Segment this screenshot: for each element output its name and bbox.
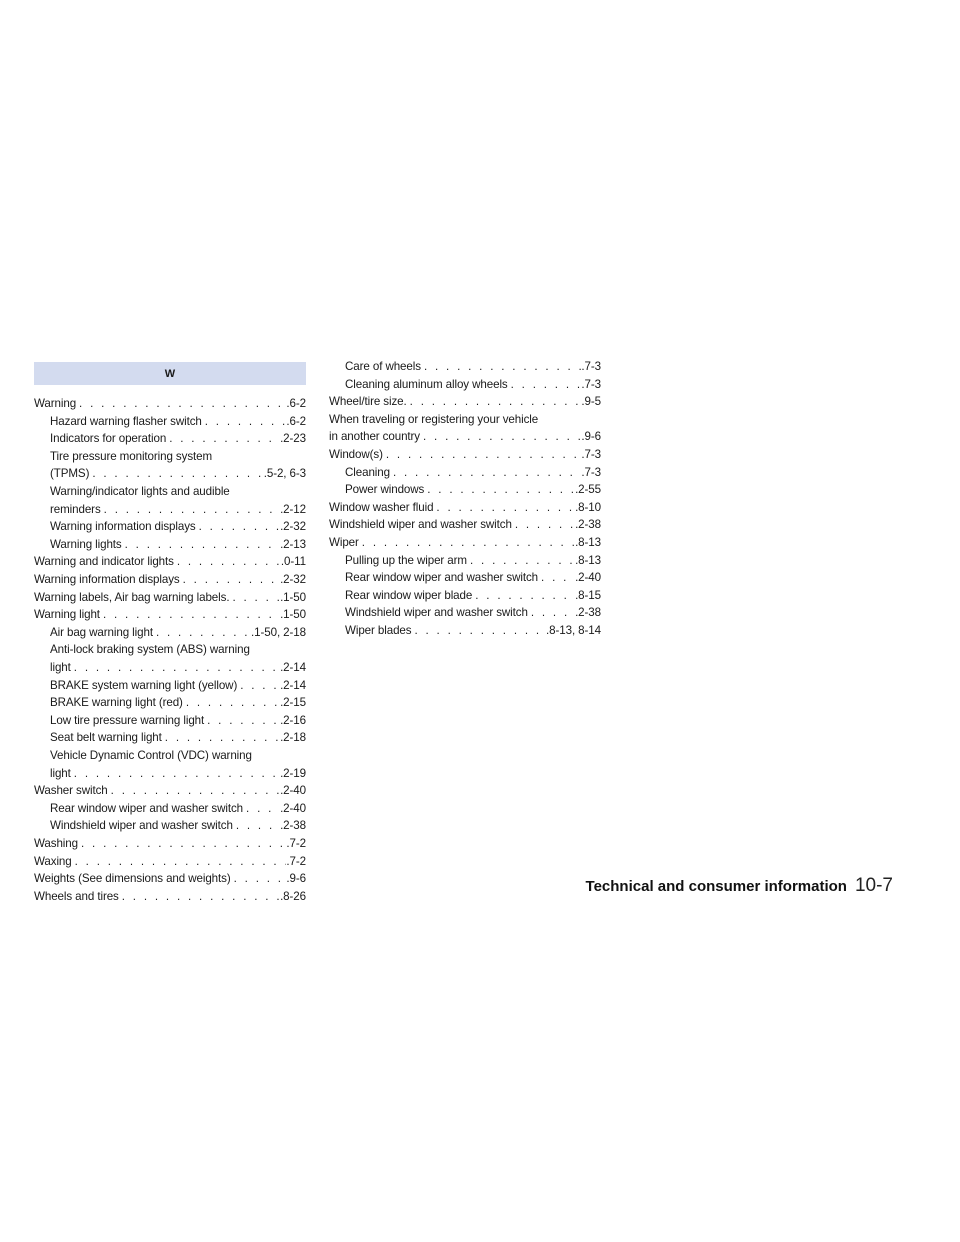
dot-leader: [177, 553, 281, 570]
index-entry-text: Hazard warning flasher switch: [50, 414, 202, 428]
dot-leader: [410, 393, 582, 410]
index-entry-text: Warning and indicator lights: [34, 555, 174, 569]
section-letter: W: [164, 368, 176, 380]
index-entry-page: .2-55: [575, 483, 601, 497]
index-entry: [34, 853, 306, 870]
index-entry-page: .2-19: [280, 766, 306, 780]
index-entry: [50, 729, 306, 746]
index-entry-text: Warning information displays: [50, 520, 196, 534]
dot-leader: [104, 501, 280, 518]
index-entry: [329, 516, 601, 533]
index-entry-text: Windshield wiper and washer switch: [345, 606, 528, 620]
index-entry: [50, 536, 306, 553]
index-entry-page: .2-40: [280, 801, 306, 815]
index-entry: [34, 782, 306, 799]
index-entry-text: Washer switch: [34, 784, 108, 798]
index-entry: [34, 870, 306, 887]
dot-leader: [122, 888, 280, 905]
index-entry: [34, 606, 306, 623]
dot-leader: [423, 428, 581, 445]
index-entry-text: (TPMS): [50, 467, 90, 481]
index-entry: [50, 712, 306, 729]
index-entry-text: When traveling or registering your vehicle: [329, 412, 539, 426]
index-entry-text: Wiper: [329, 536, 359, 549]
index-entry-text: BRAKE warning light (red): [50, 696, 183, 710]
dot-leader: [531, 604, 575, 621]
index-entry-page: .2-32: [280, 520, 306, 534]
section-letter-header: [34, 362, 306, 385]
index-entry: [50, 430, 306, 447]
index-entry: [34, 395, 306, 412]
index-entry: [34, 589, 306, 606]
page-footer: [586, 875, 893, 899]
dot-leader: [511, 376, 582, 393]
index-entry-text: Warning lights: [50, 537, 122, 551]
index-entry-text: Warning labels, Air bag warning labels.: [34, 590, 230, 604]
index-entry: [34, 888, 306, 905]
dot-leader: [246, 800, 280, 817]
index-entry-text: Vehicle Dynamic Control (VDC) warning: [50, 749, 252, 762]
index-entry-page: .7-3: [581, 377, 601, 391]
index-entry-page: .7-3: [581, 448, 601, 461]
index-entry: [50, 624, 306, 641]
index-entry-page: .2-23: [280, 432, 306, 446]
index-entry-text: Warning information displays: [34, 573, 180, 586]
dot-leader: [199, 518, 280, 535]
dot-leader: [207, 712, 280, 729]
index-entry-text: Seat belt warning light: [50, 731, 162, 745]
index-entry: [345, 604, 601, 621]
index-entry-text: Washing: [34, 837, 78, 850]
index-entry-page: .6-2: [286, 397, 306, 410]
index-entry-page: .1-50: [280, 608, 306, 622]
index-entry: [345, 464, 601, 481]
index-entry-text: Window(s): [329, 448, 383, 461]
dot-leader: [436, 499, 575, 516]
index-entry-page: .2-38: [575, 606, 601, 620]
index-entry-page: .9-5: [581, 395, 601, 409]
index-entry: [345, 569, 601, 586]
dot-leader: [74, 765, 280, 782]
dot-leader: [393, 464, 581, 481]
dot-leader: [362, 534, 575, 551]
index-entry: [345, 481, 601, 498]
index-entry: [50, 659, 306, 676]
index-entry: [329, 534, 601, 551]
index-entry-page: .8-10: [575, 500, 601, 514]
dot-leader: [79, 395, 286, 412]
index-entry-text: Care of wheels: [345, 360, 421, 373]
index-entry-page: .8-15: [575, 588, 601, 602]
dot-leader: [386, 446, 582, 463]
dot-leader: [424, 358, 581, 375]
index-entry-text: Wheels and tires: [34, 889, 119, 903]
index-entry: [329, 428, 601, 445]
dot-leader: [75, 853, 287, 870]
index-entry-page: .7-2: [286, 837, 306, 850]
index-entry-text: Wiper blades: [345, 624, 412, 637]
index-entry-text: Weights (See dimensions and weights): [34, 872, 231, 886]
index-entry-text: Pulling up the wiper arm: [345, 553, 467, 567]
index-entry-text: Warning light: [34, 608, 100, 622]
index-entry-page: .2-40: [280, 784, 306, 798]
dot-leader: [165, 729, 280, 746]
page-number: 10-7: [854, 875, 893, 896]
index-entry-page: .2-38: [575, 518, 601, 532]
index-entry-text: Low tire pressure warning light: [50, 713, 205, 727]
index-entry: [50, 694, 306, 711]
index-entry-page: .2-16: [280, 713, 306, 727]
dot-leader: [515, 516, 575, 533]
index-entry: [329, 393, 601, 410]
index-entry: [345, 376, 601, 393]
dot-leader: [103, 606, 280, 623]
index-entry: [345, 552, 601, 569]
dot-leader: [125, 536, 280, 553]
index-entry: [345, 587, 601, 604]
index-entry-page: .2-32: [280, 573, 306, 586]
index-entry-page: .1-50, 2-18: [251, 625, 306, 639]
index-entry-page: .8-13, 8-14: [546, 624, 601, 637]
index-entry: [50, 448, 306, 465]
dot-leader: [240, 677, 280, 694]
index-entry-text: Window washer fluid: [329, 500, 434, 514]
dot-leader: [111, 782, 280, 799]
dot-leader: [92, 465, 263, 482]
index-entry-text: Rear window wiper blade: [345, 588, 473, 602]
index-entry: [50, 765, 306, 782]
footer-title: Technical and consumer information: [585, 878, 847, 895]
dot-leader: [414, 622, 546, 639]
index-entry: [50, 677, 306, 694]
index-entry-page: .9-6: [581, 430, 601, 444]
index-entry-text: light: [50, 766, 71, 780]
index-entry: [50, 501, 306, 518]
index-entry-text: Warning: [34, 397, 77, 410]
dot-leader: [81, 835, 286, 852]
dot-leader: [169, 430, 280, 447]
index-entry-page: .9-6: [286, 872, 306, 886]
index-entry-page: .2-40: [575, 571, 601, 585]
index-entry-page: .5-2, 6-3: [263, 467, 306, 481]
index-entry: [50, 518, 306, 535]
index-entry-text: Warning/indicator lights and audible: [50, 485, 230, 498]
index-entry-page: .2-38: [280, 819, 306, 833]
dot-leader: [475, 587, 575, 604]
index-entry-page: .2-15: [280, 696, 306, 710]
index-entry-page: .2-13: [280, 537, 306, 551]
index-entry-page: .8-13: [575, 536, 601, 549]
dot-leader: [74, 659, 280, 676]
index-entry: [345, 622, 601, 639]
index-entry: [329, 446, 601, 463]
index-entry-text: Rear window wiper and washer switch: [50, 801, 244, 815]
index-entry: [50, 641, 306, 658]
index-entry: [329, 411, 601, 428]
index-entry-page: .1-50: [280, 590, 306, 604]
dot-leader: [236, 817, 280, 834]
index-entry-text: Windshield wiper and washer switch: [50, 819, 233, 833]
index-entry-text: in another country: [329, 430, 421, 444]
dot-leader: [232, 589, 280, 606]
dot-leader: [541, 569, 575, 586]
index-entry: [50, 747, 306, 764]
dot-leader: [186, 694, 280, 711]
index-entry-text: Windshield wiper and washer switch: [329, 518, 512, 532]
index-entry-page: .2-12: [280, 502, 306, 516]
index-entry-text: Cleaning aluminum alloy wheels: [345, 377, 508, 391]
index-entry: [50, 413, 306, 430]
index-entry-text: light: [50, 661, 71, 674]
index-entry: [50, 465, 306, 482]
index-entry-text: Wheel/tire size.: [329, 395, 407, 409]
index-entry: [345, 358, 601, 375]
index-entry: [50, 800, 306, 817]
index-entry-page: .8-26: [280, 889, 306, 903]
dot-leader: [156, 624, 251, 641]
index-entry-page: .2-18: [280, 731, 306, 745]
index-entry-text: Air bag warning light: [50, 625, 153, 639]
index-entry-page: .7-2: [286, 854, 306, 868]
index-entry: [34, 553, 306, 570]
index-entry-page: .2-14: [280, 678, 306, 692]
index-entry: [50, 483, 306, 500]
dot-leader: [427, 481, 575, 498]
index-entry: [50, 817, 306, 834]
index-entry-text: Rear window wiper and washer switch: [345, 571, 539, 585]
index-entry-text: Cleaning: [345, 465, 390, 479]
index-entry: [34, 571, 306, 588]
index-entry-page: .8-13: [575, 553, 601, 567]
index-entry-page: .7-3: [581, 465, 601, 479]
index-entry-text: Waxing: [34, 854, 72, 868]
index-entry-text: reminders: [50, 502, 101, 516]
index-entry-page: .0-11: [280, 555, 306, 569]
index-entry: [34, 835, 306, 852]
dot-leader: [470, 552, 575, 569]
dot-leader: [234, 870, 287, 887]
dot-leader: [183, 571, 280, 588]
index-entry-page: .6-2: [286, 414, 306, 428]
index-entry-page: .7-3: [581, 360, 601, 373]
index-entry-page: .2-14: [280, 661, 306, 674]
index-entry-text: Tire pressure monitoring system: [50, 449, 213, 463]
index-entry-text: Anti-lock braking system (ABS) warning: [50, 643, 250, 657]
index-entry-text: BRAKE system warning light (yellow): [50, 678, 238, 692]
index-entry-text: Power windows: [345, 483, 425, 497]
index-entry-text: Indicators for operation: [50, 432, 167, 446]
dot-leader: [205, 413, 287, 430]
index-entry: [329, 499, 601, 516]
